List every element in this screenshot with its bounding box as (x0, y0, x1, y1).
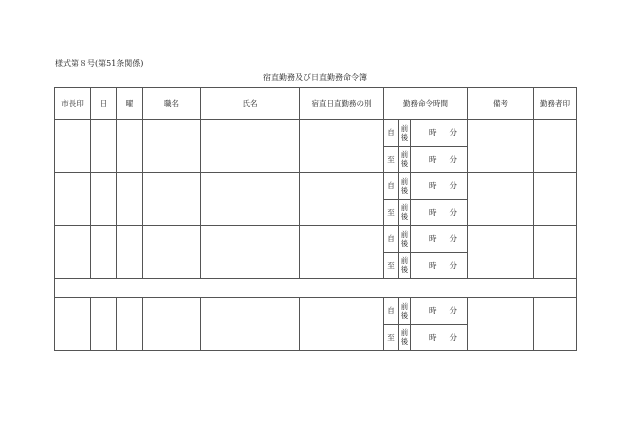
header-duty-time: 勤務命令時間 (384, 88, 468, 120)
header-day: 日 (91, 88, 117, 120)
remarks-cell[interactable] (468, 226, 534, 279)
day-cell[interactable] (91, 226, 117, 279)
duty-type-cell[interactable] (300, 120, 384, 173)
worker-seal-cell[interactable] (534, 120, 577, 173)
day-cell[interactable] (91, 298, 117, 351)
to-label: 至 (384, 199, 399, 226)
am-pm-label (399, 324, 411, 351)
minute-label: 分 (449, 306, 458, 316)
am-pm-label (399, 298, 411, 325)
worker-seal-cell[interactable] (534, 173, 577, 226)
day-cell[interactable] (91, 173, 117, 226)
time-cell[interactable] (411, 226, 468, 253)
time-cell[interactable] (411, 324, 468, 351)
am-label: 前 (400, 150, 409, 160)
time-cell[interactable] (411, 120, 468, 147)
form-number: 様式第８号(第51条関係) (55, 59, 144, 68)
header-remarks: 備考 (468, 88, 534, 120)
am-label: 前 (400, 229, 409, 239)
hour-label: 時 (429, 154, 437, 164)
duty-type-cell[interactable] (300, 298, 384, 351)
duty-type-cell[interactable] (300, 226, 384, 279)
mayor-seal-cell[interactable] (55, 173, 91, 226)
mayor-seal-cell[interactable] (55, 226, 91, 279)
hour-label: 時 (429, 128, 437, 138)
pm-label: 後 (400, 265, 409, 275)
pm-label: 後 (400, 310, 409, 320)
entry-row (55, 298, 577, 325)
am-label: 前 (400, 176, 409, 186)
name-cell[interactable] (201, 298, 300, 351)
spacer-cell (55, 279, 577, 298)
am-label: 前 (400, 328, 409, 338)
mayor-seal-cell[interactable] (55, 298, 91, 351)
minute-label: 分 (449, 207, 458, 217)
to-label: 至 (384, 252, 399, 279)
pm-label: 後 (400, 238, 409, 248)
form-title: 宿直勤務及び日直勤務命令簿 (263, 73, 367, 82)
hour-label: 時 (429, 234, 437, 244)
weekday-cell[interactable] (117, 173, 143, 226)
am-pm-label (399, 252, 411, 279)
worker-seal-cell[interactable] (534, 298, 577, 351)
entry-row (55, 226, 577, 253)
name-cell[interactable] (201, 226, 300, 279)
job-title-cell[interactable] (143, 226, 201, 279)
name-cell[interactable] (201, 173, 300, 226)
am-pm-label (399, 226, 411, 253)
header-weekday: 曜 (117, 88, 143, 120)
duty-order-table (54, 87, 577, 351)
am-label: 前 (400, 123, 409, 133)
minute-label: 分 (449, 181, 458, 191)
hour-label: 時 (429, 181, 437, 191)
entry-row (55, 173, 577, 200)
pm-label: 後 (400, 159, 409, 169)
pm-label: 後 (400, 132, 409, 142)
am-label: 前 (400, 301, 409, 311)
minute-label: 分 (449, 154, 458, 164)
header-name: 氏名 (201, 88, 300, 120)
minute-label: 分 (449, 332, 458, 342)
time-cell[interactable] (411, 146, 468, 173)
weekday-cell[interactable] (117, 226, 143, 279)
pm-label: 後 (400, 185, 409, 195)
from-label: 自 (384, 173, 399, 200)
spacer-row (55, 279, 577, 298)
from-label: 自 (384, 298, 399, 325)
time-cell[interactable] (411, 252, 468, 279)
minute-label: 分 (449, 234, 458, 244)
pm-label: 後 (400, 212, 409, 222)
entry-row (55, 120, 577, 147)
job-title-cell[interactable] (143, 298, 201, 351)
time-cell[interactable] (411, 298, 468, 325)
header-row (55, 88, 577, 120)
mayor-seal-cell[interactable] (55, 120, 91, 173)
hour-label: 時 (429, 332, 437, 342)
job-title-cell[interactable] (143, 120, 201, 173)
worker-seal-cell[interactable] (534, 226, 577, 279)
pm-label: 後 (400, 337, 409, 347)
hour-label: 時 (429, 260, 437, 270)
to-label: 至 (384, 324, 399, 351)
from-label: 自 (384, 226, 399, 253)
job-title-cell[interactable] (143, 173, 201, 226)
am-pm-label (399, 120, 411, 147)
to-label: 至 (384, 146, 399, 173)
from-label: 自 (384, 120, 399, 147)
hour-label: 時 (429, 306, 437, 316)
am-pm-label (399, 199, 411, 226)
hour-label: 時 (429, 207, 437, 217)
time-cell[interactable] (411, 173, 468, 200)
name-cell[interactable] (201, 120, 300, 173)
am-label: 前 (400, 256, 409, 266)
header-job-title: 職名 (143, 88, 201, 120)
am-pm-label (399, 146, 411, 173)
duty-type-cell[interactable] (300, 173, 384, 226)
remarks-cell[interactable] (468, 173, 534, 226)
remarks-cell[interactable] (468, 120, 534, 173)
am-pm-label (399, 173, 411, 200)
minute-label: 分 (449, 260, 458, 270)
header-worker-seal: 勤務者印 (534, 88, 577, 120)
day-cell[interactable] (91, 120, 117, 173)
am-label: 前 (400, 203, 409, 213)
weekday-cell[interactable] (117, 298, 143, 351)
minute-label: 分 (449, 128, 458, 138)
time-cell[interactable] (411, 199, 468, 226)
remarks-cell[interactable] (468, 298, 534, 351)
weekday-cell[interactable] (117, 120, 143, 173)
header-mayor-seal: 市長印 (55, 88, 91, 120)
header-duty-type: 宿直日直勤務の別 (300, 88, 384, 120)
